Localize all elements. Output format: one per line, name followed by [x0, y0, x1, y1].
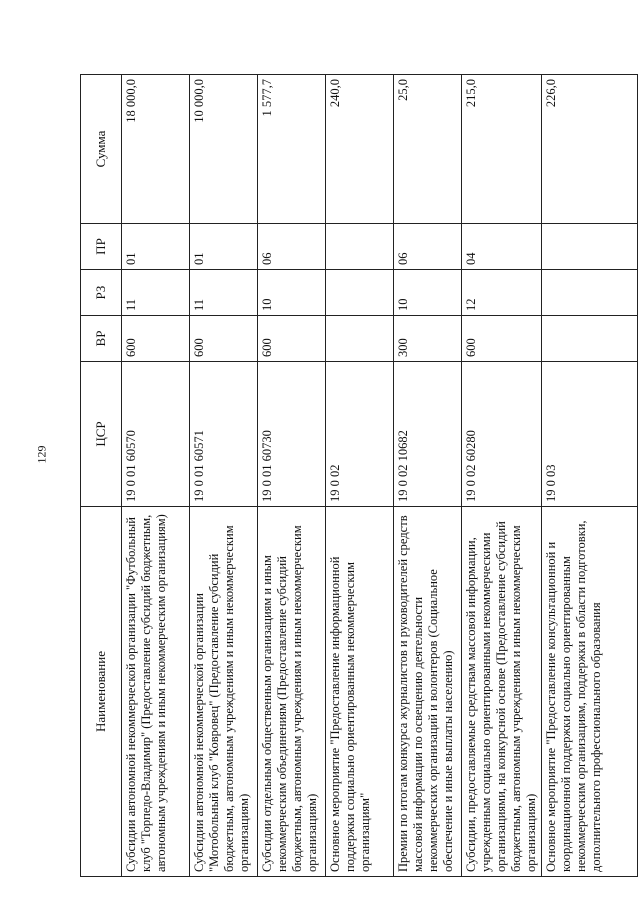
table-row	[394, 75, 462, 877]
header-csr: ЦСР	[81, 362, 122, 507]
cell-vr: 600	[190, 316, 258, 362]
cell-csr: 19 0 02	[326, 362, 394, 507]
table-row	[326, 75, 394, 877]
table-container	[80, 75, 603, 877]
cell-name: Субсидии, предоставляемые средствам массовой информации, учрежденным социально ориентированными некоммерческими организациями, на конкурсной основе (Предоставление субсидий бюджетным, автономным учреждениям и иным некоммерческим организациям)	[462, 507, 542, 877]
table-row	[122, 75, 190, 877]
cell-name: Основное мероприятие "Предоставление консультационной и координационной поддержки социально ориентированным некоммерческим организациям, поддержки в области подготовки, дополнительного профессионального образования	[542, 507, 638, 877]
cell-rz: 11	[122, 270, 190, 316]
cell-name: Субсидии автономной некоммерческой организации "Футбольный клуб "Торпедо-Владимир" (Предоставление субсидий бюджетным, автономным учреждениям и иным некоммерческим организациям)	[122, 507, 190, 877]
cell-sum: 240,0	[326, 75, 394, 224]
cell-pr: 04	[462, 224, 542, 270]
table-row	[462, 75, 542, 877]
cell-pr: 01	[122, 224, 190, 270]
cell-name: Основное мероприятие "Предоставление информационной поддержки социально ориентированным некоммерческим организациям"	[326, 507, 394, 877]
table-row	[190, 75, 258, 877]
cell-pr: 06	[394, 224, 462, 270]
cell-csr: 19 0 02 60280	[462, 362, 542, 507]
cell-sum: 226,0	[542, 75, 638, 224]
cell-name: Субсидии автономной некоммерческой организации "Мотобольный клуб "Ковровец" (Предоставление субсидий бюджетным, автономным учреждениям и иным некоммерческим организациям)	[190, 507, 258, 877]
cell-pr: 01	[190, 224, 258, 270]
cell-sum: 18 000,0	[122, 75, 190, 224]
header-sum: Сумма	[81, 75, 122, 224]
cell-sum: 25,0	[394, 75, 462, 224]
cell-rz: 10	[258, 270, 326, 316]
cell-vr: 600	[258, 316, 326, 362]
cell-pr	[326, 224, 394, 270]
cell-csr: 19 0 01 60730	[258, 362, 326, 507]
page-number: 129	[34, 445, 49, 464]
cell-name: Премии по итогам конкурса журналистов и руководителей средств массовой информации по освещению деятельности некоммерческих организаций и волонтеров (Социальное обеспечение и иные выплаты населению)	[394, 507, 462, 877]
table-header-row	[81, 75, 122, 877]
cell-pr: 06	[258, 224, 326, 270]
cell-rz: 10	[394, 270, 462, 316]
cell-rz	[542, 270, 638, 316]
table-row	[258, 75, 326, 877]
cell-rz: 11	[190, 270, 258, 316]
cell-sum: 1 577,7	[258, 75, 326, 224]
header-rz: РЗ	[81, 270, 122, 316]
cell-sum: 215,0	[462, 75, 542, 224]
table-row	[542, 75, 638, 877]
cell-csr: 19 0 02 10682	[394, 362, 462, 507]
header-pr: ПР	[81, 224, 122, 270]
cell-vr	[542, 316, 638, 362]
cell-rz: 12	[462, 270, 542, 316]
cell-vr: 600	[462, 316, 542, 362]
cell-csr: 19 0 01 60570	[122, 362, 190, 507]
cell-name: Субсидии отдельным общественным организациям и иным некоммерческим объединениям (Предоставление субсидий бюджетным, автономным учреждениям и иным некоммерческим организациям)	[258, 507, 326, 877]
budget-table	[80, 74, 638, 877]
cell-pr	[542, 224, 638, 270]
cell-vr: 300	[394, 316, 462, 362]
cell-sum: 10 000,0	[190, 75, 258, 224]
cell-csr: 19 0 03	[542, 362, 638, 507]
cell-rz	[326, 270, 394, 316]
header-name: Наименование	[81, 507, 122, 877]
header-vr: ВР	[81, 316, 122, 362]
cell-csr: 19 0 01 60571	[190, 362, 258, 507]
cell-vr: 600	[122, 316, 190, 362]
cell-vr	[326, 316, 394, 362]
